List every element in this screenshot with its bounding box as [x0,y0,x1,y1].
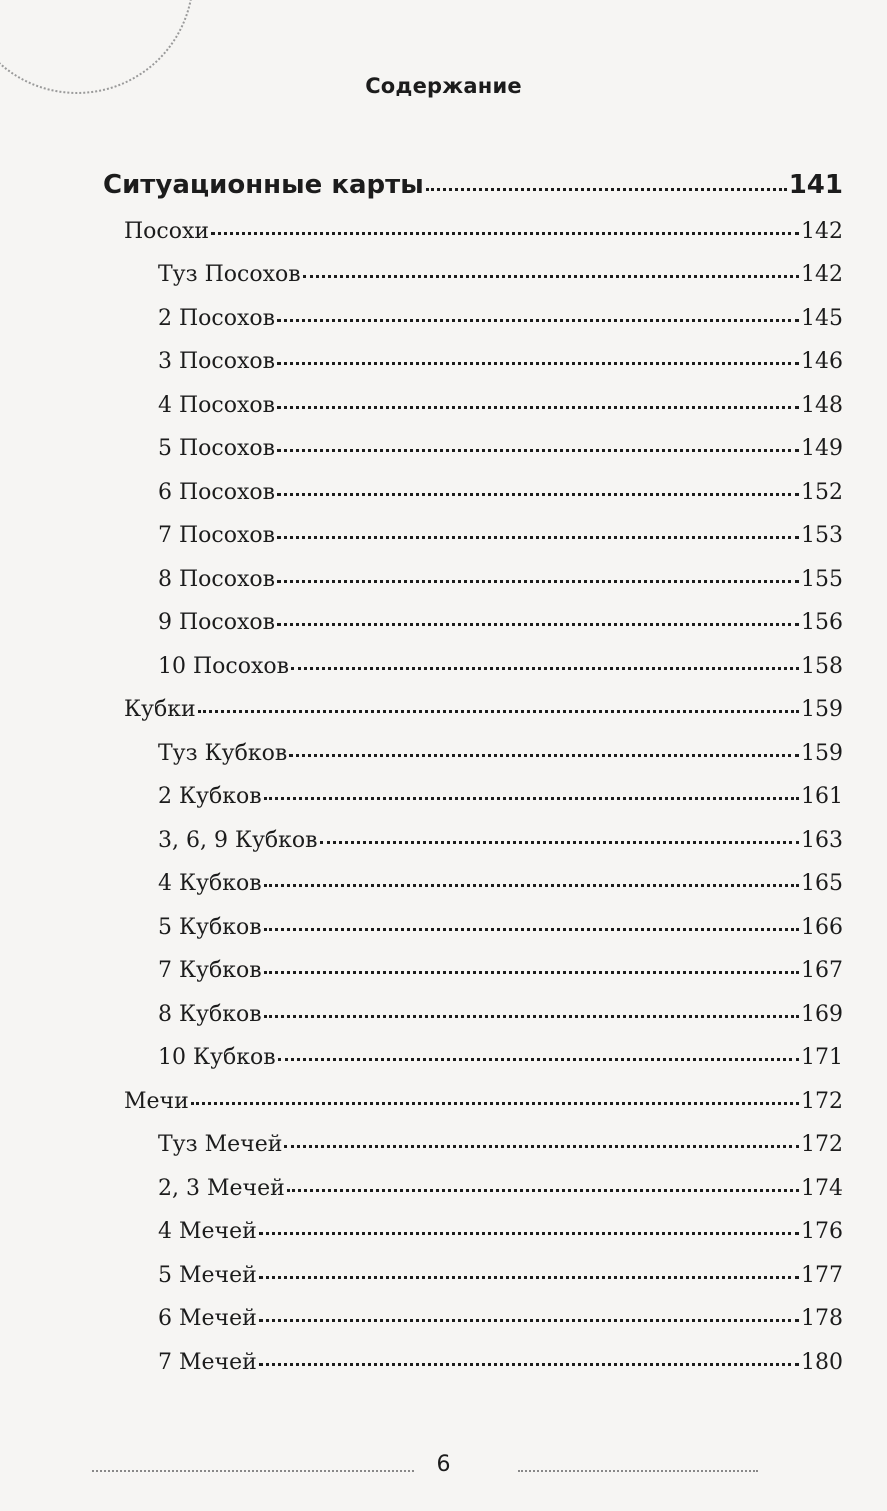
toc-entry-page: 167 [801,958,843,983]
toc-entry [158,1335,843,1375]
dot-leader [277,319,799,322]
toc-entry [158,1248,843,1288]
toc-entry-page: 166 [801,914,843,940]
toc-entry [158,247,843,287]
toc-entry-page: 155 [801,566,843,592]
toc-entry-page: 146 [801,349,843,374]
toc-entry-page: 156 [801,610,843,635]
toc-entry-title: 3 Посохов [158,349,276,374]
dot-leader [191,1102,799,1105]
toc-entry-page: 142 [801,262,843,287]
toc-entry-title: Мечи [124,1088,189,1114]
toc-entry [158,552,843,592]
toc-entry-page: 148 [801,392,843,418]
dot-leader [264,797,799,800]
toc-entry-title: 5 Мечей [158,1262,257,1288]
toc-entry [158,421,843,461]
toc-entry-title: 9 Посохов [158,610,276,635]
dot-leader [277,362,799,365]
toc-entry-title: 2 Кубков [158,784,262,809]
toc-entry-page: 153 [801,523,843,548]
dot-leader [277,580,799,583]
toc-entry [158,1117,843,1157]
toc-entry-page: 169 [801,1001,843,1027]
toc-entry-page: 172 [801,1088,843,1114]
toc-entry-page: 180 [801,1349,843,1375]
toc-entry-title: 6 Посохов [158,479,276,505]
toc-entry [158,378,843,418]
toc-entry [158,1161,843,1201]
toc-entry-title: 3, 6, 9 Кубков [158,827,318,853]
toc-entry [124,682,843,722]
dot-leader [264,884,799,887]
toc-entry [158,1291,843,1331]
toc-entry [158,856,843,896]
toc-entry-page: 174 [801,1175,843,1201]
toc-entry [158,1204,843,1244]
dot-leader [259,1319,799,1322]
toc-entry-title: 10 Посохов [158,653,290,679]
toc-entry-title: 2, 3 Мечей [158,1175,285,1201]
toc-entry [158,726,843,766]
footer-dotted-rule-right [518,1470,758,1472]
toc-entry-page: 149 [801,436,843,461]
dot-leader [277,536,799,539]
dot-leader [277,623,799,626]
toc-entry-title: Ситуационные карты [103,170,424,200]
toc-entry-page: 177 [801,1262,843,1288]
page-title: Содержание [365,74,522,98]
dot-leader [277,449,799,452]
toc-entry-title: 5 Посохов [158,436,276,461]
toc-entry-page: 172 [801,1132,843,1157]
dot-leader [211,232,799,235]
dot-leader [303,275,799,278]
dot-leader [264,971,799,974]
dot-leader [259,1363,799,1366]
dot-leader [426,188,787,191]
dot-leader [264,928,799,931]
toc-entry-title: 4 Посохов [158,392,276,418]
toc-entry-page: 145 [801,305,843,331]
toc-entry [158,465,843,505]
toc-entry-page: 161 [801,784,843,809]
toc-entry-page: 176 [801,1219,843,1244]
toc-entry [124,204,843,244]
toc-entry-page: 152 [801,479,843,505]
toc-entry-title: Туз Мечей [158,1132,283,1157]
toc-entry [158,1030,843,1070]
toc-entry [158,813,843,853]
toc-entry-page: 159 [801,740,843,766]
toc-entry-title: Кубки [124,697,196,722]
toc-entry-title: 4 Мечей [158,1219,257,1244]
toc-entry-page: 163 [801,827,843,853]
toc-entry [158,595,843,635]
toc-entry [158,508,843,548]
page-number: 6 [436,1452,451,1477]
dot-leader [264,1015,799,1018]
toc-entry [158,769,843,809]
toc-entry-title: 6 Мечей [158,1306,257,1331]
toc-entry-title: 10 Кубков [158,1045,276,1070]
toc-entry [158,291,843,331]
toc-entry-title: 7 Посохов [158,523,276,548]
toc-entry-title: 5 Кубков [158,914,262,940]
toc-entry-page: 159 [801,697,843,722]
dot-leader [284,1145,799,1148]
dot-leader [277,493,799,496]
toc-entry-page: 171 [801,1045,843,1070]
dot-leader [198,710,799,713]
toc-entry [158,943,843,983]
toc-entry-title: Посохи [124,218,210,244]
toc-entry-title: Туз Кубков [158,740,288,766]
toc-entry-title: 8 Кубков [158,1001,262,1027]
toc-entry-title: 2 Посохов [158,305,276,331]
dot-leader [278,1058,799,1061]
toc-entry-page: 142 [801,218,843,244]
toc-entry-page: 141 [788,170,843,200]
toc-entry [158,900,843,940]
dot-leader [320,841,799,844]
dot-leader [291,667,799,670]
dot-leader [289,754,799,757]
toc-entry [103,160,843,200]
toc-entry-page: 178 [801,1306,843,1331]
toc-entry [158,639,843,679]
toc-entry [124,1074,843,1114]
dot-leader [259,1276,799,1279]
dot-leader [287,1189,799,1192]
toc-entry-title: 4 Кубков [158,871,262,896]
toc-entry [158,334,843,374]
toc-entry [158,987,843,1027]
dot-leader [259,1232,799,1235]
page-footer [0,1440,887,1500]
toc-entry-title: Туз Посохов [158,262,301,287]
toc-entry-title: 7 Мечей [158,1349,257,1375]
dot-leader [277,406,799,409]
toc-entry-page: 158 [801,653,843,679]
toc-entry-title: 8 Посохов [158,566,276,592]
toc-entry-title: 7 Кубков [158,958,262,983]
toc-entry-page: 165 [801,871,843,896]
